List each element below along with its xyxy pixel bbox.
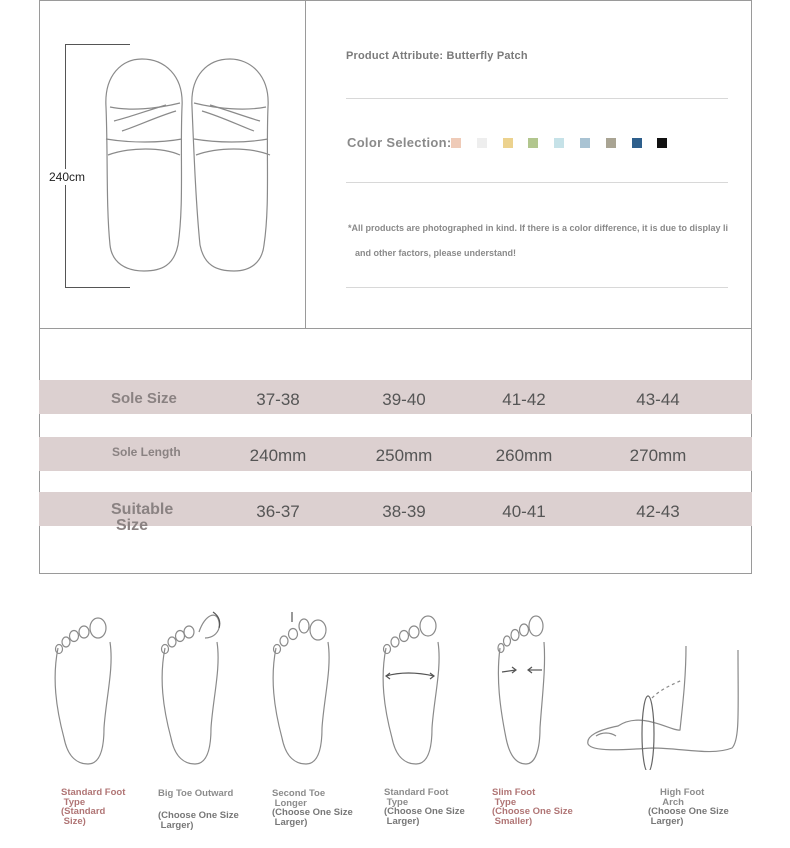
color-swatch[interactable] [657, 138, 667, 148]
table-cell: 41-42 [502, 390, 546, 409]
caption-line: Type [61, 796, 86, 808]
divider-line [346, 98, 728, 99]
foot-type-caption [61, 788, 125, 826]
caption-line: Larger) [272, 816, 308, 828]
table-cell: 260mm [495, 446, 553, 465]
caption-line: Smaller) [492, 815, 533, 827]
caption-line: (Choose One Size [648, 806, 729, 817]
caption-line: Larger) [648, 815, 684, 827]
foot-type-caption [648, 788, 729, 826]
color-swatch[interactable] [580, 138, 590, 148]
table-cell: 250mm [375, 446, 433, 465]
color-swatch[interactable] [606, 138, 616, 148]
divider-line [346, 182, 728, 183]
table-cell: 37-38 [256, 390, 300, 409]
caption-line: Slim Foot [492, 787, 536, 798]
row-label-sole-length: Sole Length [112, 445, 181, 459]
color-swatches [451, 138, 681, 150]
caption-line: (Choose One Size [158, 810, 239, 821]
slim-foot-icon [490, 608, 555, 768]
table-cell: 43-44 [636, 390, 680, 409]
dimension-tick-bottom [65, 287, 130, 288]
standard-foot-icon [48, 608, 118, 768]
row-label-sole-size: Sole Size [111, 390, 177, 407]
caption-line: Size) [61, 815, 86, 827]
caption-line: (Choose One Size [384, 806, 465, 817]
dimension-tick-top [65, 44, 130, 45]
caption-line [158, 799, 239, 809]
foot-type-caption [158, 789, 239, 830]
color-selection-label: Color Selection: [347, 135, 452, 150]
color-swatch[interactable] [451, 138, 461, 148]
table-cell: 240mm [249, 446, 307, 465]
caption-line: Arch [660, 796, 684, 808]
caption-line: High Foot [660, 787, 705, 798]
dimension-label: 240cm [49, 170, 86, 184]
standard-foot-width-icon [376, 608, 448, 768]
caption-line: Larger) [158, 819, 194, 831]
caption-line: Type [384, 796, 409, 808]
color-swatch[interactable] [632, 138, 642, 148]
product-attribute: Product Attribute: Butterfly Patch [346, 50, 528, 62]
row-label-suitable: Suitable [111, 501, 174, 518]
foot-type-caption [492, 788, 573, 826]
caption-line: (Choose One Size [492, 806, 573, 817]
foot-type-caption [272, 789, 353, 827]
caption-line: (Choose One Size [272, 807, 353, 818]
disclaimer-line-1: *All products are photographed in kind. If there is a color difference, it is due to display li [348, 223, 729, 233]
caption-line: Standard Foot [384, 787, 449, 798]
table-cell: 36-37 [256, 502, 300, 521]
table-cell: 270mm [629, 446, 687, 465]
caption-line: Second Toe [272, 788, 326, 799]
row-label-size: Size [116, 517, 149, 534]
foot-type-caption [384, 788, 465, 826]
dimension-line [65, 44, 66, 287]
slippers-illustration [100, 55, 280, 277]
color-swatch[interactable] [477, 138, 487, 148]
caption-line: Big Toe Outward [158, 788, 234, 799]
color-swatch[interactable] [554, 138, 564, 148]
high-arch-foot-icon [582, 640, 747, 770]
caption-line: Longer [272, 797, 307, 809]
caption-line: Standard Foot [61, 787, 126, 798]
caption-line: Type [492, 796, 517, 808]
divider-line [346, 287, 728, 288]
table-cell: 39-40 [382, 390, 426, 409]
panel-divider [305, 0, 306, 328]
color-swatch[interactable] [503, 138, 513, 148]
table-cell: 42-43 [636, 502, 680, 521]
second-toe-longer-foot-icon [266, 608, 338, 768]
table-cell: 38-39 [382, 502, 426, 521]
color-swatch[interactable] [528, 138, 538, 148]
caption-line: Larger) [384, 815, 420, 827]
caption-line: (Standard [61, 806, 106, 817]
big-toe-outward-foot-icon [155, 608, 230, 768]
disclaimer-line-2: and other factors, please understand! [355, 248, 517, 258]
table-cell: 40-41 [502, 502, 546, 521]
